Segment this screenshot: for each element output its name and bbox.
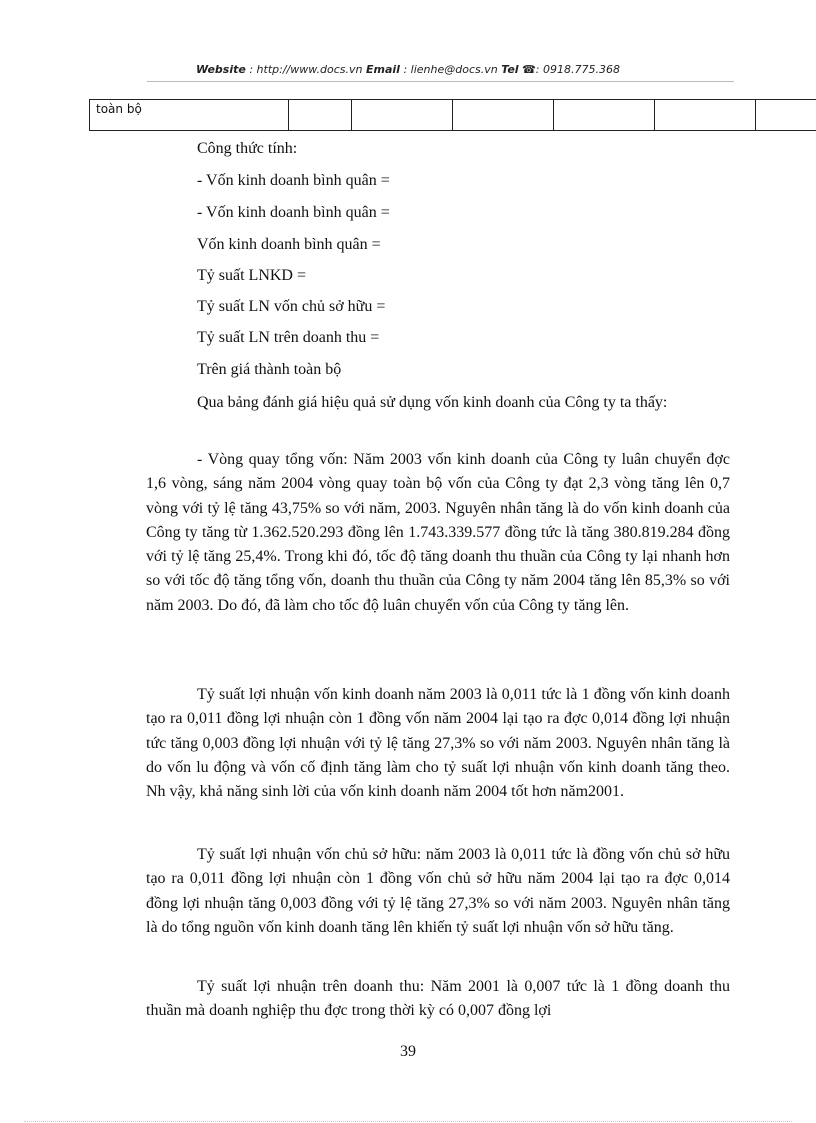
formula-line: - Vốn kinh doanh bình quân =: [197, 204, 390, 221]
analysis-paragraph: Tỷ suất lợi nhuận trên doanh thu: Năm 2001 là 0,007 tức là 1 đồng doanh thu thuần mà doanh nghiệp thu đợc trong thời kỳ có 0,007 đồng lợi: [146, 978, 730, 1020]
table-cell: [756, 100, 816, 131]
page-header: [0, 63, 816, 76]
website-value[interactable]: : http://www.docs.vn: [249, 63, 363, 76]
table-cell: [655, 100, 756, 131]
tel-value: ☎: 0918.775.368: [522, 63, 620, 76]
analysis-paragraph: Tỷ suất lợi nhuận vốn kinh doanh năm 2003 là 0,011 tức là 1 đồng vốn kinh doanh tạo ra 0,011 đồng lợi nhuận còn 1 đồng vốn năm 2004 lại tạo ra đợc 0,014 đồng lợi nhuận tức tăng 0,003 đồng lợi nhuận với tỷ lệ tăng 27,3% so với năm 2003. Nguyên nhân tăng là do vốn lu động và vốn cố định tăng làm cho tỷ suất lợi nhuận vốn kinh doanh tăng theo. Nh vậy, khả năng sinh lời của vốn kinh doanh năm 2004 tốt hơn năm2001.: [146, 686, 730, 801]
analysis-paragraph: Qua bảng đánh giá hiệu quả sử dụng vốn kinh doanh của Công ty ta thấy:: [197, 394, 668, 411]
table-cell: [289, 100, 352, 131]
table-cell: toàn bộ: [90, 100, 289, 131]
table-row: [90, 100, 816, 131]
header-divider: [147, 81, 734, 82]
analysis-paragraph: Tỷ suất lợi nhuận vốn chủ sở hữu: năm 2003 là 0,011 tức là đồng vốn chủ sở hữu tạo ra 0,011 đồng lợi nhuận còn 1 đồng vốn chủ sở hữu năm 2004 lại tạo ra đợc 0,014 đồng lợi nhuận tăng 0,003 đồng với tỷ lệ tăng 27,3% so với năm 2003. Nguyên nhân tăng là do tổng nguồn vốn kinh doanh tăng lên khiến tỷ suất lợi nhuận vốn sở hữu tăng.: [146, 846, 730, 936]
table-continuation: [89, 99, 816, 131]
formula-line: Tỷ suất LNKD =: [197, 267, 307, 284]
formula-line: - Vốn kinh doanh bình quân =: [197, 172, 390, 189]
formula-line: Trên giá thành toàn bộ: [197, 361, 342, 378]
footer-divider: [24, 1121, 792, 1122]
formula-line: Tỷ suất LN vốn chủ sở hữu =: [197, 298, 386, 315]
formula-line: Vốn kinh doanh bình quân =: [197, 236, 381, 253]
website-label: Website: [196, 63, 246, 76]
email-label: Email: [366, 63, 400, 76]
analysis-paragraph: - Vòng quay tổng vốn: Năm 2003 vốn kinh doanh của Công ty luân chuyển đợc 1,6 vòng, sáng năm 2004 vòng quay toàn bộ vốn của Công ty đạt 2,3 vòng tăng lên 0,7 vòng với tỷ lệ tăng 43,75% so với năm, 2003. Nguyên nhân tăng là do vốn kinh doanh của Công ty tăng từ 1.362.520.293 đồng lên 1.743.339.577 đồng tức là tăng 380.819.284 đồng với tỷ lệ tăng 25,4%. Trong khi đó, tốc độ tăng doanh thu thuần của Công ty lại nhanh hơn so với tốc độ tăng tổng vốn, doanh thu thuần của Công ty năm 2004 tăng lên 85,3% so với năm 2003. Do đó, đã làm cho tốc độ luân chuyển vốn của Công ty tăng lên.: [146, 451, 730, 614]
table-cell: [352, 100, 453, 131]
formula-line: Tỷ suất LN trên doanh thu =: [197, 329, 380, 346]
tel-label: Tel: [501, 63, 519, 76]
email-value[interactable]: : lienhe@docs.vn: [403, 63, 498, 76]
table-cell: [554, 100, 655, 131]
table-cell: [453, 100, 554, 131]
page-number: 39: [400, 1043, 416, 1060]
formula-heading: Công thức tính:: [197, 140, 298, 157]
